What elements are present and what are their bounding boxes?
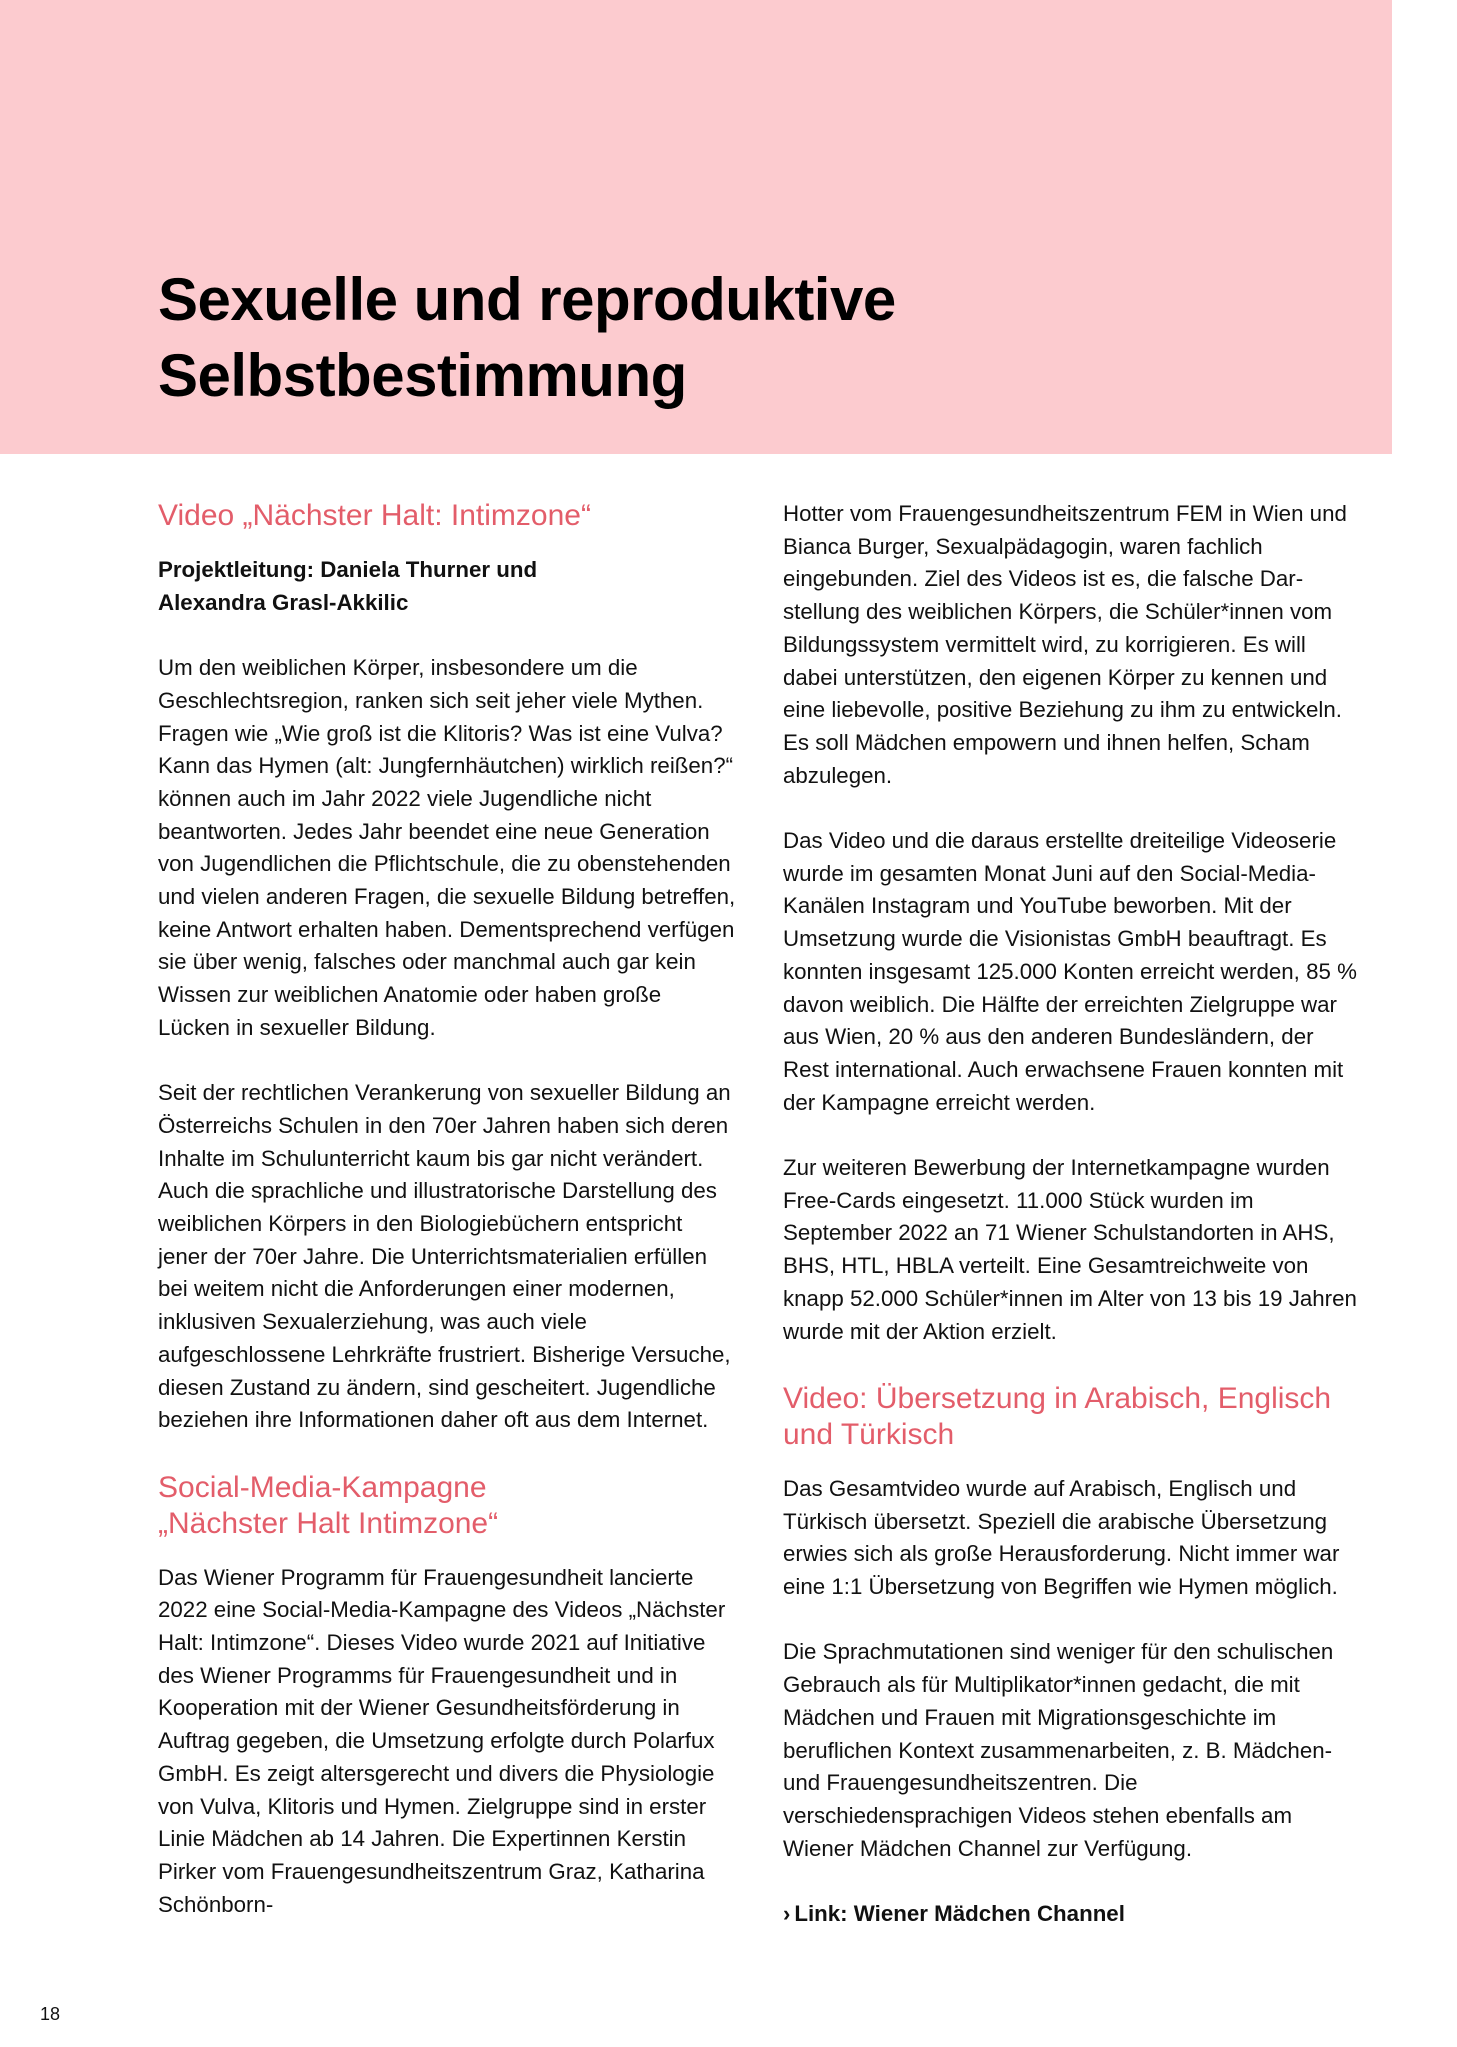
right-column: [783, 498, 1363, 1931]
project-lead-line-1: Projektleitung: Daniela Thurner und: [158, 557, 538, 582]
section-heading-video: Video „Nächster Halt: Intimzone“: [158, 499, 591, 532]
chevron-right-icon: ›: [783, 1901, 791, 1927]
section-heading-social-media-line-2: „Nächster Halt Intimzone“: [158, 1506, 499, 1540]
page-number: 18: [40, 2004, 61, 2024]
paragraph-curriculum: Seit der rechtlichen Verankerung von sexueller Bildung an Österreichs Schulen in den 70er Jahren haben sich deren Inhalte im Schulunterricht kaum bis gar nicht verändert. Auch die sprachliche und illustratorische Darstellung des weiblichen Körpers in den Biologiebüchern entspricht jener der 70er Jahre. Die Unterrichtsmaterialien erfüllen bei weitem nicht die Anforderungen einer modernen, inklusiven Sexualerziehung, was auch viele aufgeschlossene Lehrkräfte frustriert. Bisherige Versuche, diesen Zustand zu ändern, sind gescheitert. Jugendliche beziehen ihre Informationen daher oft aus dem Internet.: [158, 1080, 731, 1433]
paragraph-video-series: Das Video und die daraus erstellte dreiteilige Videoserie wurde im gesamten Monat Juni auf den Social-Media-Kanälen Instagram und YouTube beworben. Mit der Umsetzung wurde die Visionistas GmbH beauftragt. Es konnten insgesamt 125.000 Konten erreicht werden, 85 % davon weiblich. Die Hälfte der erreichten Zielgruppe war aus Wien, 20 % aus den anderen Bundesländern, der Rest international. Auch erwachsene Frauen konnten mit der Kampagne erreicht werden.: [783, 828, 1357, 1115]
paragraph-language-versions: Die Sprachmutationen sind weniger für den schulischen Gebrauch als für Multiplikator*innen gedacht, die mit Mädchen und Frauen mit Migrationsgeschichte im beruflichen Kontext zusammenarbeiten, z. B. Mädchen- und Frauengesundheitszentren. Die verschiedensprachigen Videos stehen ebenfalls am Wiener Mädchen Channel zur Verfügung.: [783, 1639, 1334, 1861]
paragraph-translation: Das Gesamtvideo wurde auf Arabisch, Englisch und Türkisch übersetzt. Speziell die arabische Übersetzung erwies sich als große Herausforderung. Nicht immer war eine 1:1 Übersetzung von Begriffen wie Hymen möglich.: [783, 1475, 1340, 1600]
paragraph-free-cards: Zur weiteren Bewerbung der Internetkampagne wurden Free-Cards eingesetzt. 11.000 Stück wurden im September 2022 an 71 Wiener Schulstandorten in AHS, BHS, HTL, HBLA verteilt. Eine Gesamtreichweite von knapp 52.000 Schüler*innen im Alter von 13 bis 19 Jahren wurde mit der Aktion erzielt.: [783, 1155, 1357, 1344]
paragraph-myths: Um den weiblichen Körper, insbesondere um die Geschlechtsregion, ranken sich seit jeher viele Mythen. Fragen wie „Wie groß ist die Klitoris? Was ist eine Vulva? Kann das Hymen (alt: Jungfernhäutchen) wirklich reißen?“ können auch im Jahr 2022 viele Jugendliche nicht beantworten. Jedes Jahr beendet eine neue Generation von Jugendlichen die Pflichtschule, die zu obenstehenden und vielen anderen Fragen, die sexuelle Bildung betreffen, keine Antwort erhalten haben. Dementsprechend verfügen sie über wenig, falsches oder manchmal auch gar kein Wissen zur weiblichen Anatomie oder haben große Lücken in sexueller Bildung.: [158, 655, 736, 1040]
paragraph-campaign: Das Wiener Programm für Frauengesundheit lancierte 2022 eine Social-Media-Kampagne des Videos „Nächster Halt: Intimzone“. Dieses Video wurde 2021 auf Initiative des Wiener Programms für Frauengesundheit und in Kooperation mit der Wiener Gesundheitsförderung in Auftrag gegeben, die Umsetzung erfolgte durch Polarfux GmbH. Es zeigt altersgerecht und divers die Physiologie von Vulva, Klitoris und Hymen. Zielgruppe sind in erster Linie Mädchen ab 14 Jahren. Die Expertinnen Kerstin Pirker vom Frauengesundheitszentrum Graz, Katharina Schönborn-: [158, 1564, 726, 1917]
project-lead-line-2: Alexandra Grasl-Akkilic: [158, 589, 409, 615]
section-heading-translation: [783, 1381, 1363, 1453]
wiener-maedchen-channel-link[interactable]: [783, 1898, 1363, 1931]
section-heading-translation-line-1: Video: Übersetzung in Arabisch, Englisch: [783, 1381, 1332, 1415]
section-heading-social-media: [158, 1470, 738, 1542]
page-title: [158, 262, 896, 414]
page-title-line-2: Selbstbestimmung: [158, 342, 687, 409]
page-title-line-1: Sexuelle und reproduktive: [158, 266, 896, 333]
section-heading-social-media-line-1: Social-Media-Kampagne: [158, 1470, 487, 1504]
project-lead: [158, 554, 738, 619]
link-label: Link: Wiener Mädchen Channel: [794, 1901, 1125, 1927]
left-column: [158, 498, 738, 1921]
paragraph-experts: Hotter vom Frauengesundheitszentrum FEM in Wien und Bianca Burger, Sexualpädagogin, waren fachlich eingebunden. Ziel des Videos ist es, die falsche Darstellung des weiblichen Körpers, die Schüler*innen vom Bildungssystem vermittelt wird, zu korrigieren. Es will dabei unterstützen, den eigenen Körper zu kennen und eine liebevolle, positive Beziehung zu ihm zu entwickeln. Es soll Mädchen empowern und ihnen helfen, Scham abzulegen.: [783, 501, 1347, 788]
section-heading-translation-line-2: und Türkisch: [783, 1417, 955, 1451]
